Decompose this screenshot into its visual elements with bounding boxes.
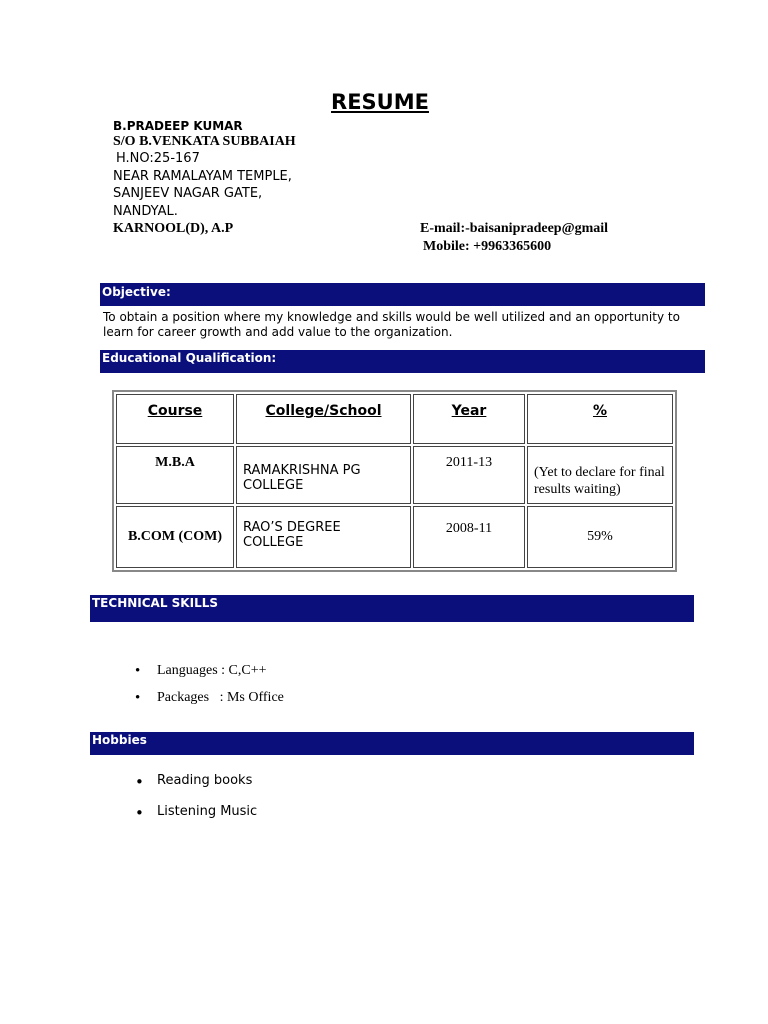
college-cell: RAO’S DEGREE COLLEGE <box>236 506 411 568</box>
college-cell: RAMAKRISHNA PG COLLEGE <box>236 446 411 504</box>
percent-cell: (Yet to declare for final results waiting) <box>527 446 673 504</box>
column-header: Year <box>413 394 525 444</box>
education-table <box>112 390 677 572</box>
section-bar-hobbies <box>90 732 694 755</box>
resume-title: RESUME <box>331 90 429 114</box>
address-line: H.NO:25-167 <box>116 151 200 166</box>
list-item: • Reading books <box>135 773 257 804</box>
column-header: College/School <box>236 394 411 444</box>
year-cell: 2008-11 <box>413 506 525 568</box>
column-header: % <box>527 394 673 444</box>
address-line: NANDYAL. <box>113 204 178 219</box>
section-bar-technical-skills <box>90 595 694 622</box>
list-item: • Listening Music <box>135 804 257 835</box>
objective-text: To obtain a position where my knowledge and skills would be well utilized and an opportunity to learn for career growth and add value to the organization. <box>103 310 680 339</box>
address-line: NEAR RAMALAYAM TEMPLE, <box>113 169 292 184</box>
table-header-row <box>116 394 673 444</box>
course-cell: M.B.A <box>116 446 234 504</box>
section-bar-education <box>100 350 705 373</box>
table-row <box>116 446 673 504</box>
section-heading: Educational Qualification: <box>102 351 277 365</box>
email: E-mail:-baisanipradeep@gmail <box>420 221 609 236</box>
column-header: Course <box>116 394 234 444</box>
percent-cell: 59% <box>527 506 673 568</box>
father-name: S/O B.VENKATA SUBBAIAH <box>113 134 296 149</box>
table-row <box>116 506 673 568</box>
technical-skills-list <box>135 663 284 717</box>
candidate-name: B.PRADEEP KUMAR <box>113 119 243 133</box>
year-cell: 2011-13 <box>413 446 525 504</box>
list-item: • Languages : C,C++ <box>135 663 284 690</box>
section-heading: Objective: <box>102 285 171 299</box>
hobbies-list <box>135 773 257 835</box>
mobile: Mobile: +9963365600 <box>423 239 552 254</box>
section-heading: TECHNICAL SKILLS <box>92 596 218 610</box>
address-line: SANJEEV NAGAR GATE, <box>113 186 263 201</box>
section-bar-objective <box>100 283 705 306</box>
district: KARNOOL(D), A.P <box>113 221 234 236</box>
course-cell: B.COM (COM) <box>116 506 234 568</box>
list-item: • Packages : Ms Office <box>135 690 284 717</box>
section-heading: Hobbies <box>92 733 147 747</box>
